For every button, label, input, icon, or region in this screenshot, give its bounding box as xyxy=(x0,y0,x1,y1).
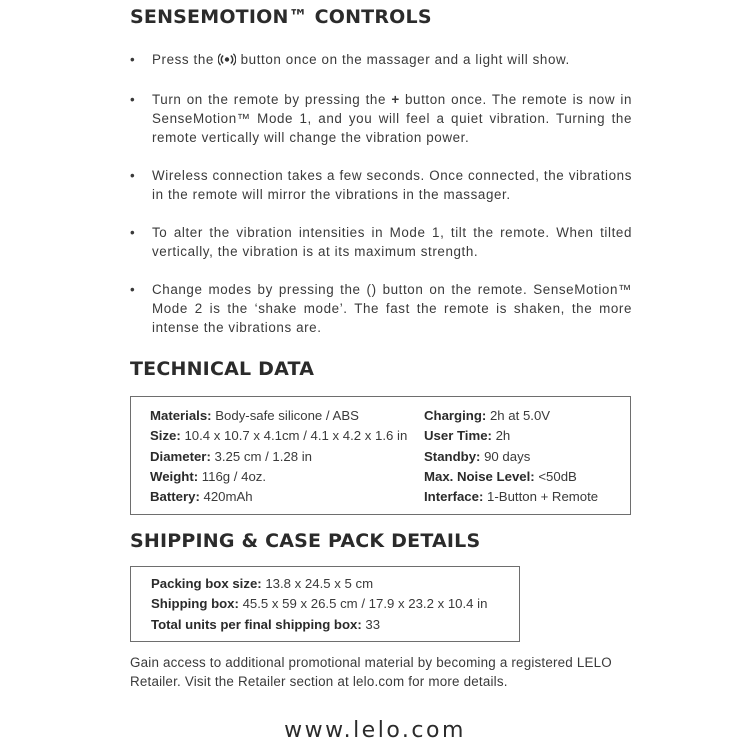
shipping-row xyxy=(151,594,487,614)
bullet-text: button once on the massager and a light will show. xyxy=(236,52,570,67)
spec-label: Interface: xyxy=(424,489,484,505)
spec-value: 2h at 5.0V xyxy=(489,408,551,423)
spec-value: 2h xyxy=(495,428,511,444)
shipping-label: Packing box size: xyxy=(151,576,262,591)
spec-label: Battery: xyxy=(150,489,200,505)
technical-data-box xyxy=(130,396,631,515)
spec-label: Materials: xyxy=(150,408,212,423)
technical-heading: TECHNICAL DATA xyxy=(130,358,315,380)
bullet-dot: • xyxy=(130,168,136,183)
spec-row xyxy=(150,487,407,507)
spec-value: 10.4 x 10.7 x 4.1cm / 4.1 x 4.2 x 1.6 in xyxy=(184,428,408,444)
shipping-label: Total units per final shipping box: xyxy=(151,616,362,632)
spec-row xyxy=(424,447,598,467)
list-item xyxy=(130,166,632,204)
plus-symbol: + xyxy=(391,92,400,107)
spec-value: Body-safe silicone / ABS xyxy=(215,408,359,423)
shipping-heading: SHIPPING & CASE PACK DETAILS xyxy=(130,530,481,552)
spec-row xyxy=(424,426,598,446)
shipping-label: Shipping box: xyxy=(151,596,239,612)
shipping-value: 45.5 x 59 x 26.5 cm / 17.9 x 23.2 x 10.4 in xyxy=(242,596,488,612)
bullet-dot: • xyxy=(130,52,136,67)
bullet-dot: • xyxy=(130,92,136,107)
shipping-row xyxy=(151,615,487,635)
bullet-text: Wireless connection takes a few seconds. Once connected, the vibrations in the remote will mirror the vibrations in the massager. xyxy=(152,168,632,202)
spec-value: 90 days xyxy=(484,448,531,464)
retailer-note: Gain access to additional promotional material by becoming a registered LELO Retailer. Visit the Retailer section at lelo.com for more details. xyxy=(130,655,612,689)
spec-row xyxy=(150,406,407,426)
spec-label: Standby: xyxy=(424,448,481,464)
spec-value: 420mAh xyxy=(203,489,253,505)
list-item xyxy=(130,223,632,261)
spec-label: Diameter: xyxy=(150,448,211,464)
technical-right-column xyxy=(424,406,598,507)
shipping-value: 13.8 x 24.5 x 5 cm xyxy=(265,576,374,591)
technical-left-column xyxy=(150,406,407,507)
spec-label: Charging: xyxy=(424,408,487,423)
spec-value: 1-Button + Remote xyxy=(487,489,599,505)
bullet-text: Change modes by pressing the () button on the remote. SenseMotion™ Mode 2 is the ‘shake mode’. The fast the remote is shaken, the more intense the vibrations are. xyxy=(152,282,632,335)
list-item xyxy=(130,280,632,337)
bullet-text: button once. The remote is now in SenseMotion™ Mode 1, and you will feel a quiet vibration. Turning the remote vertically will change the vibration power. xyxy=(152,92,632,145)
spec-row xyxy=(424,406,598,426)
bullet-text: Turn on the remote by pressing the xyxy=(152,92,392,107)
spec-value: 3.25 cm / 1.28 in xyxy=(214,448,313,464)
spec-label: User Time: xyxy=(424,428,492,444)
controls-list xyxy=(130,50,632,356)
spec-row xyxy=(150,426,407,446)
spec-row xyxy=(150,467,407,487)
spec-row xyxy=(150,447,407,467)
power-button-icon xyxy=(218,52,236,71)
bullet-dot: • xyxy=(130,282,136,297)
list-item xyxy=(130,90,632,147)
list-item xyxy=(130,50,632,71)
controls-heading: SENSEMOTION™ CONTROLS xyxy=(130,6,432,28)
spec-label: Size: xyxy=(150,428,181,444)
bullet-text: Press the xyxy=(152,52,219,67)
spec-row xyxy=(424,487,598,507)
spec-value: 116g / 4oz. xyxy=(201,468,267,484)
bullet-dot: • xyxy=(130,225,136,240)
website-url: www.lelo.com xyxy=(284,718,466,743)
spec-label: Max. Noise Level: xyxy=(424,468,535,484)
spec-row xyxy=(424,467,598,487)
shipping-row xyxy=(151,574,487,594)
shipping-details-box xyxy=(130,566,520,642)
bullet-text: To alter the vibration intensities in Mode 1, tilt the remote. When tilted vertically, the vibration is at its maximum strength. xyxy=(152,225,632,259)
shipping-rows xyxy=(151,574,487,635)
shipping-value: 33 xyxy=(365,616,381,632)
spec-label: Weight: xyxy=(150,468,199,484)
spec-value: <50dB xyxy=(538,468,577,484)
